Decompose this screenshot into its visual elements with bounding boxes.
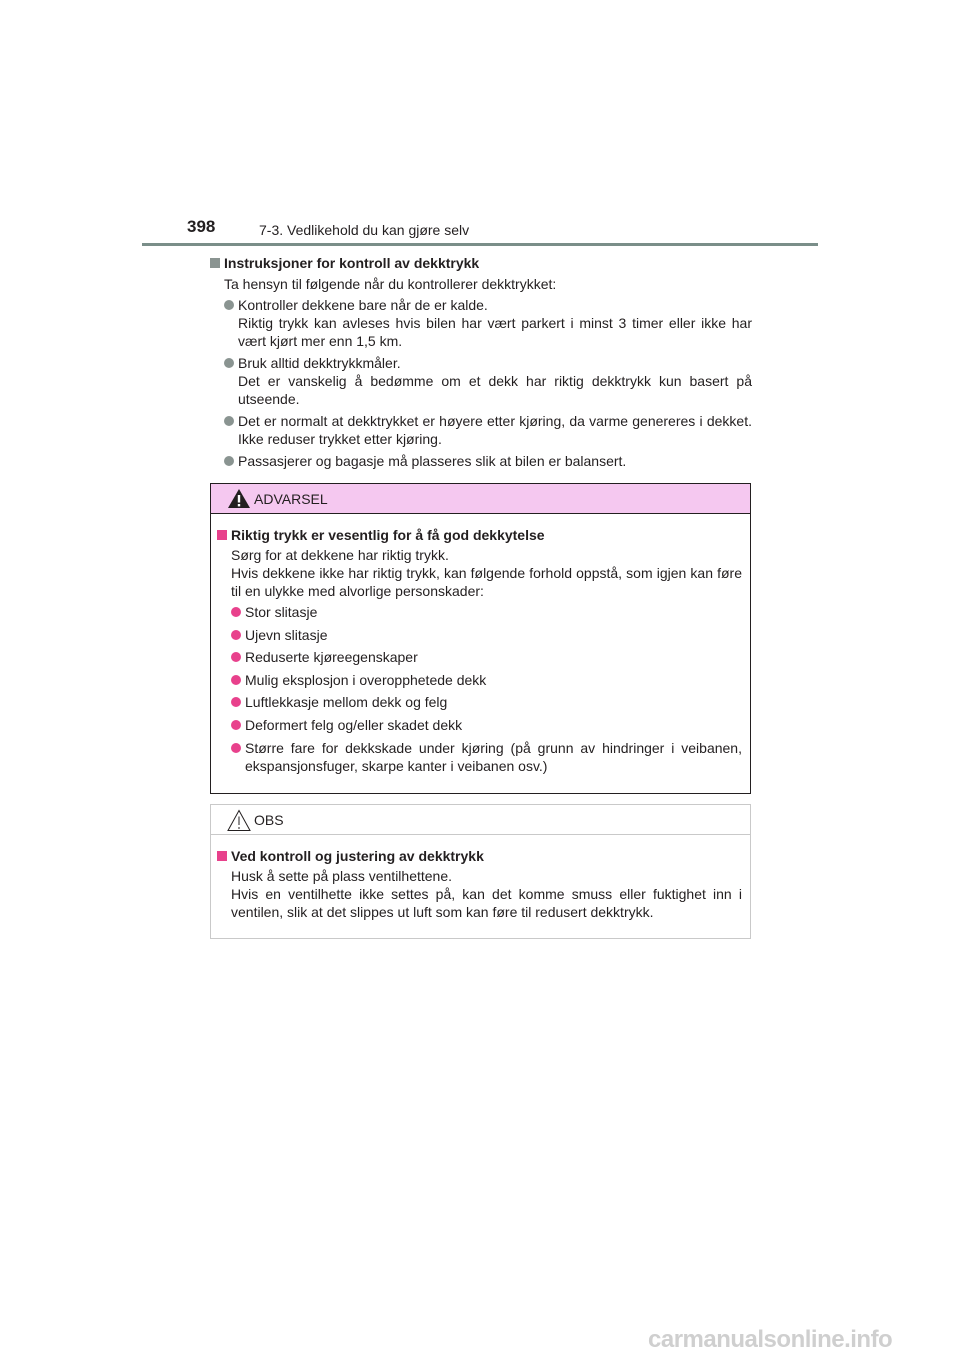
notice-heading [217, 847, 742, 865]
section-heading-text: Instruksjoner for kontroll av dekktrykk [224, 255, 480, 271]
square-bullet-icon [217, 530, 227, 540]
intro-text: Ta hensyn til følgende når du kontrollerer dekktrykket: [224, 276, 557, 292]
list-item [231, 693, 742, 711]
list-item-text: Mulig eksplosjon i overopphetede dekk [245, 671, 487, 688]
list-item-line1: Kontroller dekkene bare når de er kalde. [238, 297, 488, 313]
section-heading [210, 254, 752, 272]
bullet-dot-icon [231, 697, 241, 707]
section-title: 7-3. Vedlikehold du kan gjøre selv [259, 222, 470, 238]
list-item [231, 626, 742, 644]
square-bullet-icon [210, 258, 220, 268]
notice-header [211, 805, 750, 835]
warning-box [210, 483, 751, 794]
warning-text-line2: Hvis dekkene ikke har riktig trykk, kan følgende forhold oppstå, som igjen kan føre til en ulykke med alvorlige personskader: [231, 565, 742, 599]
list-item-text: Luftlekkasje mellom dekk og felg [245, 694, 448, 711]
bullet-dot-icon [231, 743, 241, 753]
list-item [231, 739, 742, 775]
bullet-dot-icon [231, 607, 241, 617]
notice-text-line1: Husk å sette på plass ventilhettene. [231, 868, 453, 884]
footer-watermark: carmanualsonline.info [648, 1326, 893, 1353]
list-item-line1: Det er normalt at dekktrykket er høyere etter kjøring, da varme genereres i dekket. Ikke reduser trykket etter kjøring. [238, 413, 752, 447]
bullet-dot-icon [224, 416, 234, 426]
list-item-line2: Det er vanskelig å bedømme om et dekk har riktig dekktrykk kun basert på utseende. [238, 373, 752, 407]
warning-header [211, 484, 750, 514]
list-item-text: Stor slitasje [245, 604, 318, 620]
warning-text-line1: Sørg for at dekkene har riktig trykk. [231, 547, 449, 563]
list-item [224, 296, 752, 350]
bullet-dot-icon [224, 456, 234, 466]
bullet-dot-icon [231, 720, 241, 730]
caution-triangle-icon [227, 809, 251, 832]
bullet-dot-icon [224, 358, 234, 368]
bullet-dot-icon [231, 652, 241, 662]
instruction-list [210, 296, 752, 470]
warning-heading [217, 526, 742, 544]
list-item-text: Større fare for dekkskade under kjøring (på grunn av hindringer i veibanen, ekspansjonsfuger, skarpe kanter i veibanen osv.) [245, 739, 742, 774]
warning-text [217, 546, 742, 600]
bullet-dot-icon [224, 300, 234, 310]
list-item-line1: Bruk alltid dekktrykkmåler. [238, 355, 401, 371]
list-item [224, 412, 752, 448]
list-item-text: Deformert felg og/eller skadet dekk [245, 716, 463, 733]
bullet-dot-icon [231, 630, 241, 640]
warning-heading-text: Riktig trykk er vesentlig for å få god dekkytelse [231, 527, 545, 543]
notice-body [211, 835, 750, 935]
page-header [142, 214, 818, 246]
warning-body [211, 514, 750, 793]
notice-label: OBS [254, 812, 284, 828]
bullet-dot-icon [231, 675, 241, 685]
list-item [231, 716, 742, 734]
square-bullet-icon [217, 851, 227, 861]
notice-heading-text: Ved kontroll og justering av dekktrykk [231, 848, 484, 864]
page-number: 398 [187, 217, 216, 236]
list-item [231, 648, 742, 666]
notice-text [217, 867, 742, 921]
list-item-text: Reduserte kjøreegenskaper [245, 649, 418, 666]
header-divider [142, 243, 818, 246]
warning-triangle-icon [227, 488, 251, 509]
list-item [231, 671, 742, 689]
list-item [224, 452, 752, 470]
notice-box [210, 804, 751, 939]
main-content [210, 254, 752, 474]
list-item-text: Ujevn slitasje [245, 626, 328, 643]
list-item [224, 354, 752, 408]
warning-list [217, 603, 742, 775]
list-item-line1: Passasjerer og bagasje må plasseres slik at bilen er balansert. [238, 453, 627, 469]
list-item-line2: Riktig trykk kan avleses hvis bilen har vært parkert i minst 3 timer eller ikke har vært kjørt mer enn 1,5 km. [238, 315, 752, 349]
list-item [231, 603, 742, 621]
warning-label: ADVARSEL [254, 491, 328, 507]
notice-text-line2: Hvis en ventilhette ikke settes på, kan det komme smuss eller fuktighet inn i ventilen, slik at det slippes ut luft som kan føre til redusert dekktrykk. [231, 886, 742, 920]
